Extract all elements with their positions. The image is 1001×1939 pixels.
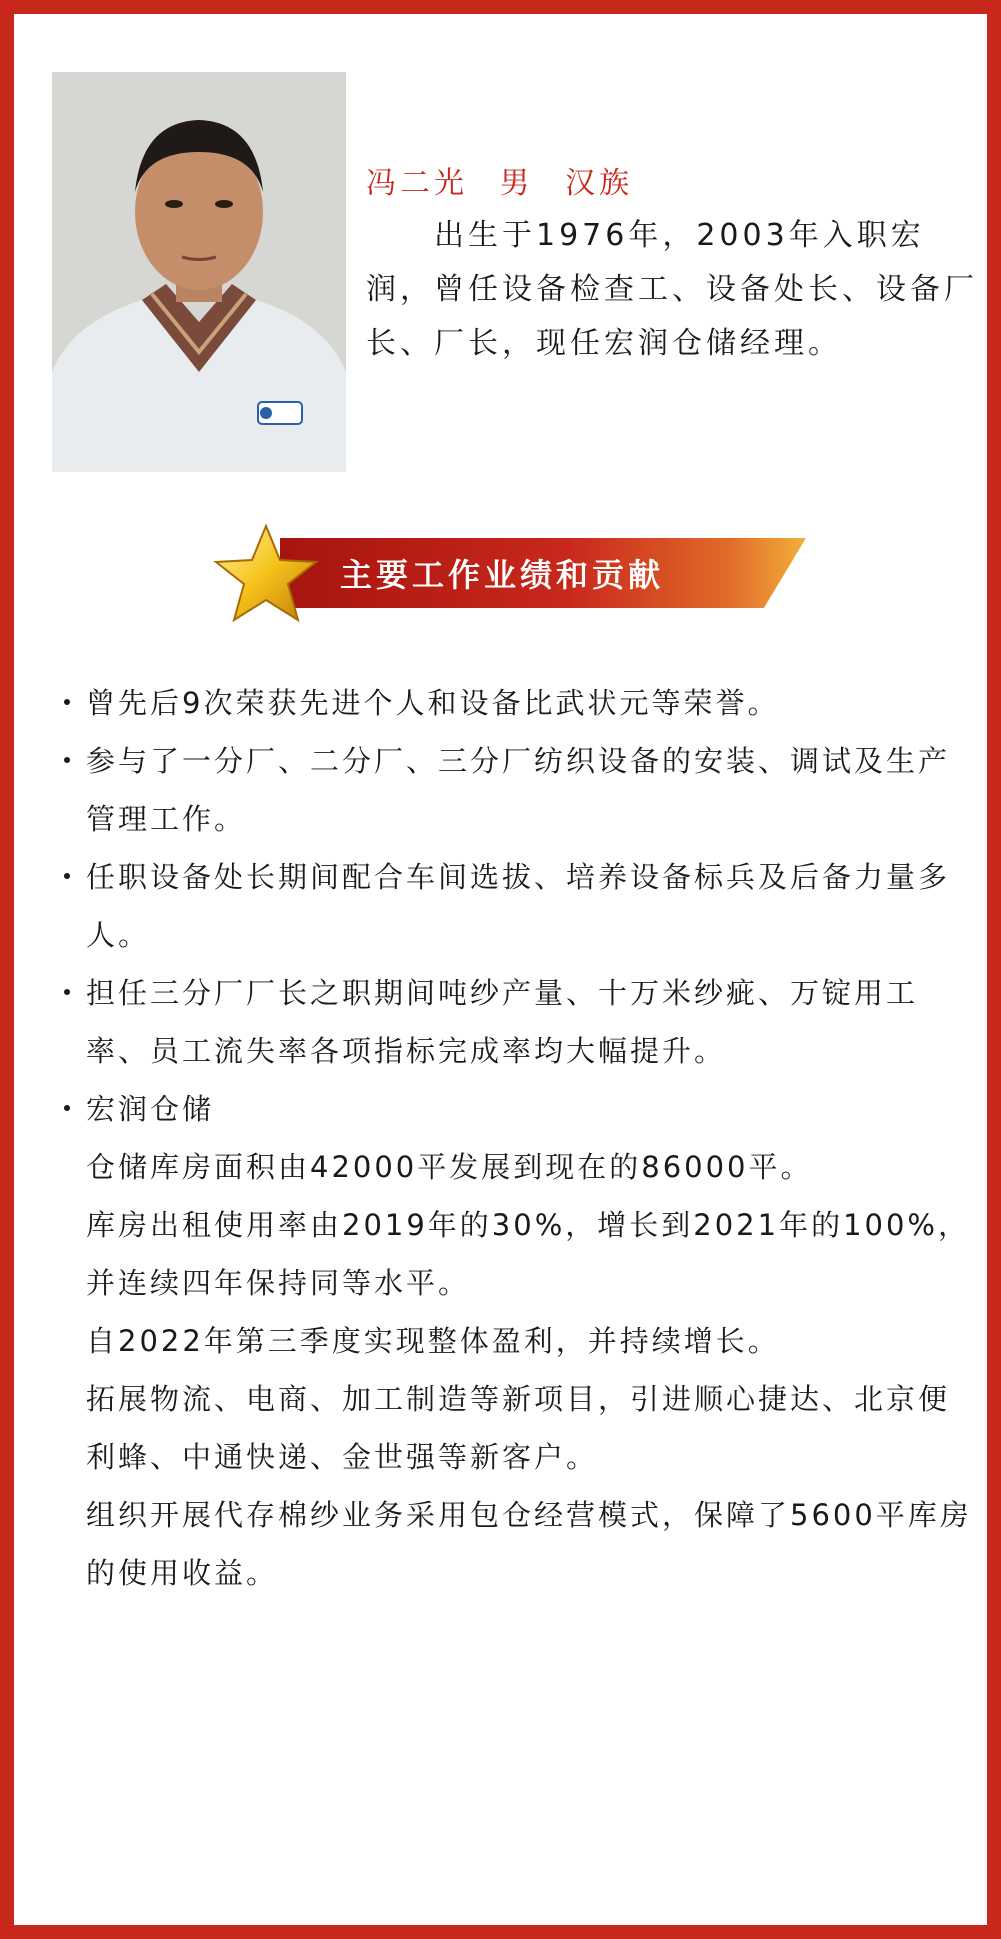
person-bio: 出生于1976年，2003年入职宏润，曾任设备检查工、设备处长、设备厂长、厂长，现任宏润仓储经理。 bbox=[366, 218, 978, 361]
bullet-icon bbox=[64, 873, 70, 879]
warehouse-detail: 库房出租使用率由2019年的30%，增长到2021年的100%，并连续四年保持同等水平。 bbox=[86, 1208, 970, 1300]
portrait-illustration bbox=[52, 72, 346, 472]
warehouse-detail: 仓储库房面积由42000平发展到现在的86000平。 bbox=[86, 1150, 813, 1184]
bullet-icon bbox=[64, 989, 70, 995]
achievement-text: 参与了一分厂、二分厂、三分厂纺织设备的安装、调试及生产管理工作。 bbox=[86, 744, 951, 836]
warehouse-detail: 组织开展代存棉纱业务采用包仓经营模式，保障了5600平库房的使用收益。 bbox=[86, 1498, 972, 1590]
section-title: 主要工作业绩和贡献 bbox=[340, 556, 665, 594]
bullet-icon bbox=[64, 757, 70, 763]
list-item bbox=[60, 732, 980, 848]
bullet-icon bbox=[64, 699, 70, 705]
warehouse-detail: 拓展物流、电商、加工制造等新项目，引进顺心捷达、北京便利蜂、中通快递、金世强等新客户。 bbox=[86, 1382, 951, 1474]
star-icon bbox=[210, 520, 322, 632]
person-ethnicity: 汉族 bbox=[565, 166, 634, 201]
person-heading bbox=[366, 158, 651, 202]
achievement-text: 任职设备处长期间配合车间选拔、培养设备标兵及后备力量多人。 bbox=[86, 860, 951, 952]
list-item bbox=[60, 1080, 980, 1138]
person-name: 冯二光 bbox=[366, 166, 468, 201]
person-gender: 男 bbox=[499, 166, 534, 201]
achievement-text: 宏润仓储 bbox=[86, 1092, 215, 1126]
achievement-text: 担任三分厂厂长之职期间吨纱产量、十万米纱疵、万锭用工率、员工流失率各项指标完成率均大幅提升。 bbox=[86, 976, 919, 1068]
portrait-photo bbox=[52, 72, 346, 472]
achievement-text: 曾先后9次荣获先进个人和设备比武状元等荣誉。 bbox=[86, 686, 780, 720]
list-item bbox=[60, 964, 980, 1080]
achievements-list bbox=[60, 674, 980, 1602]
section-banner bbox=[210, 520, 820, 632]
list-item bbox=[60, 674, 980, 732]
list-item bbox=[60, 848, 980, 964]
warehouse-detail: 自2022年第三季度实现整体盈利，并持续增长。 bbox=[86, 1324, 780, 1358]
bullet-icon bbox=[64, 1105, 70, 1111]
